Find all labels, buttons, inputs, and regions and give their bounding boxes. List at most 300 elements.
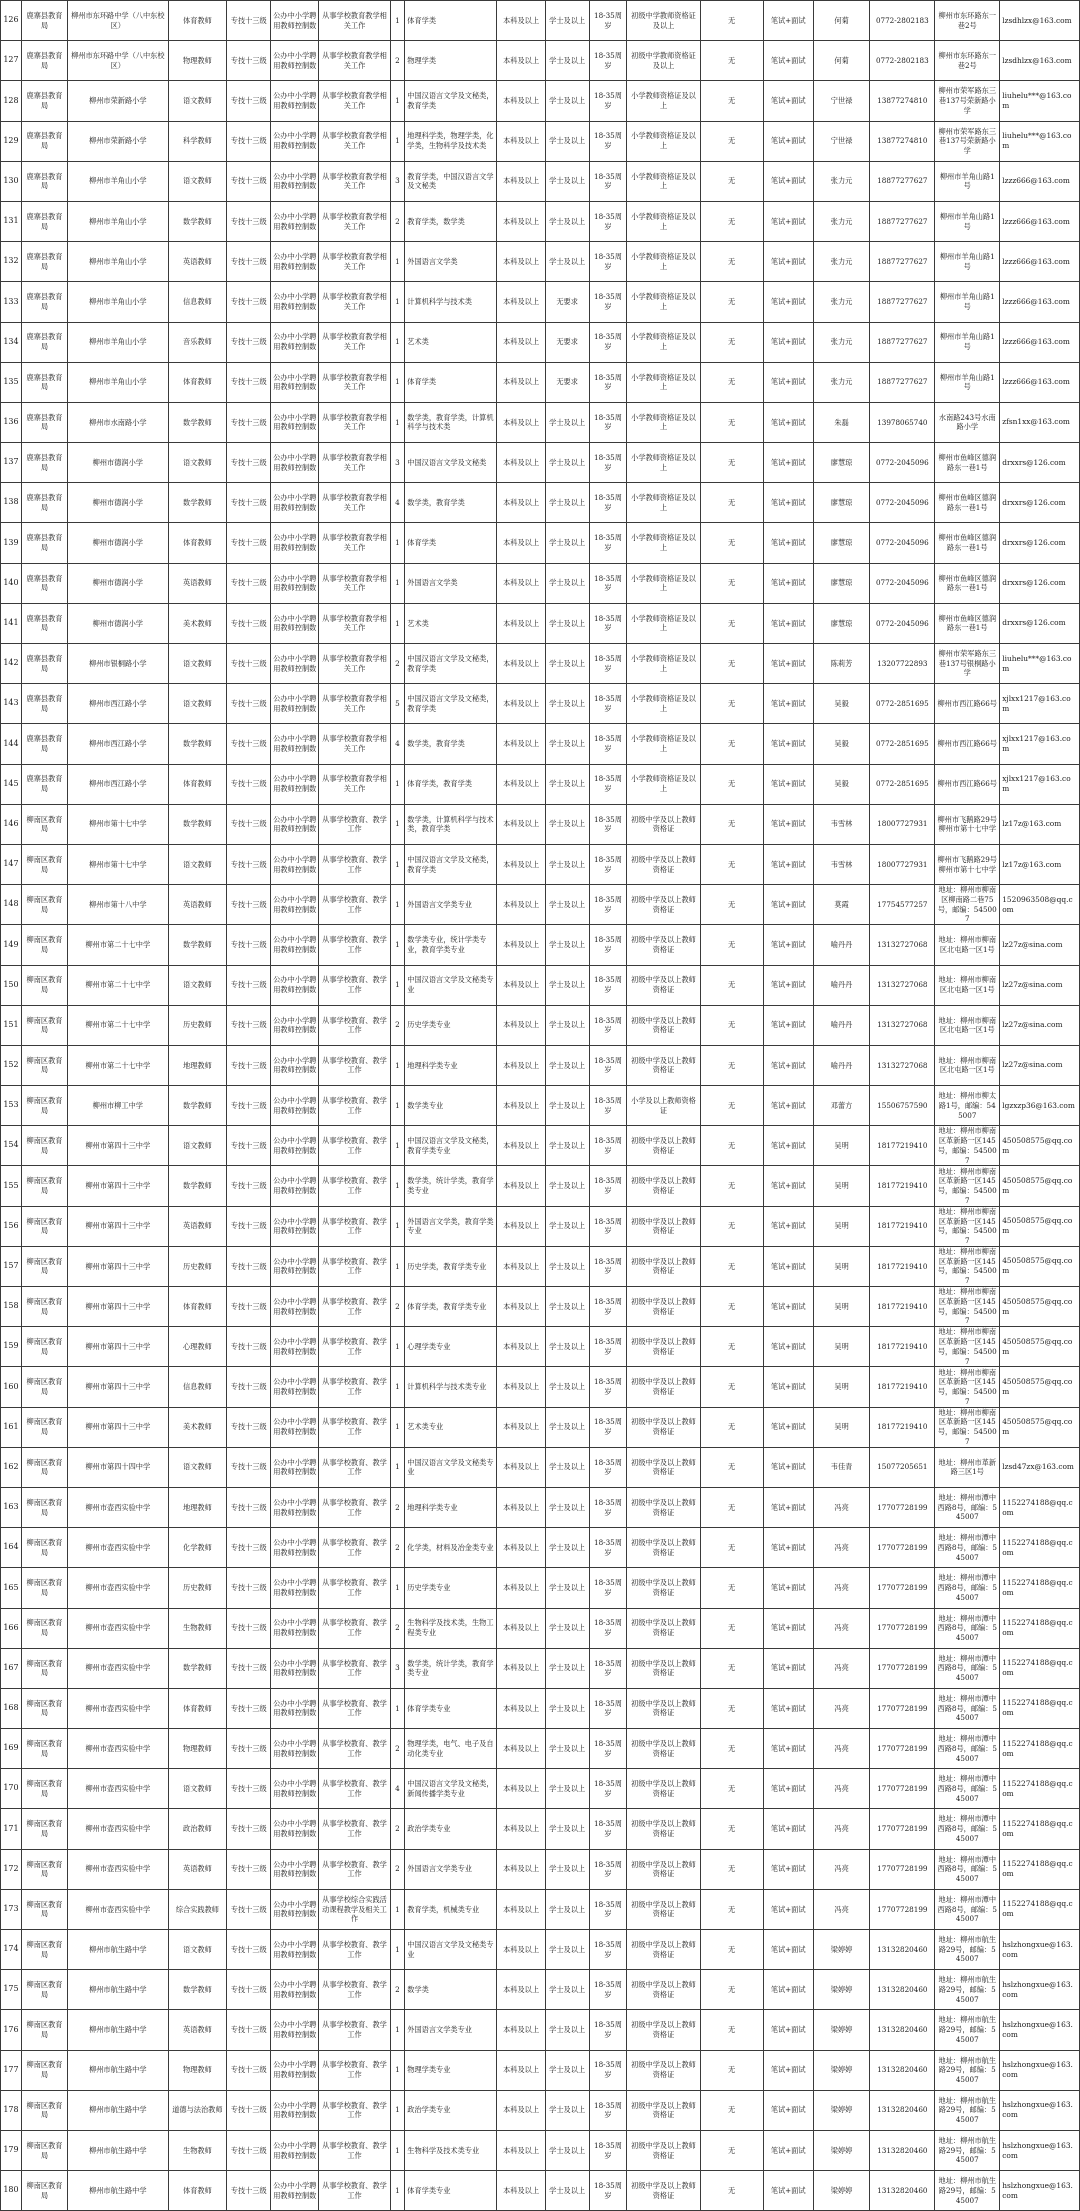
cell-row-number: 146: [1, 804, 22, 844]
cell-other-requirement: 无: [700, 563, 763, 603]
cell-hire-count: 1: [390, 282, 405, 322]
cell-major: 数学类，教育学类: [405, 724, 497, 764]
cell-job-duties: 从事学校教育、教学工作: [319, 2050, 390, 2090]
cell-education: 本科及以上: [497, 201, 545, 241]
cell-phone: 0772-2045096: [870, 443, 935, 483]
cell-row-number: 175: [1, 1970, 22, 2010]
cell-email[interactable]: zfsn1xx@163.com: [1000, 402, 1080, 442]
cell-row-number: 161: [1, 1407, 22, 1447]
cell-email[interactable]: lz17z@163.com: [1000, 844, 1080, 884]
cell-certificate: 初级中学及以上教师资格证: [627, 1327, 700, 1367]
cell-row-number: 172: [1, 1849, 22, 1889]
cell-other-requirement: 无: [700, 2130, 763, 2170]
cell-exam-method: 笔试+面试: [763, 1889, 813, 1929]
cell-quota-type: 公办中小学聘用教师控制数: [271, 2171, 319, 2211]
cell-other-requirement: 无: [700, 282, 763, 322]
cell-address: 地址：柳州市柳南区北屯路一区1号: [935, 965, 1000, 1005]
cell-quota-type: 公办中小学聘用教师控制数: [271, 242, 319, 282]
cell-row-number: 135: [1, 362, 22, 402]
cell-education: 本科及以上: [497, 443, 545, 483]
cell-department: 鹿寨县教育局: [21, 644, 67, 684]
cell-education: 本科及以上: [497, 362, 545, 402]
cell-hire-count: 1: [390, 563, 405, 603]
cell-hire-count: 4: [390, 724, 405, 764]
cell-certificate: 初级中学及以上教师资格证: [627, 925, 700, 965]
cell-email[interactable]: lz27z@sina.com: [1000, 1045, 1080, 1085]
cell-certificate: 初级中学及以上教师资格证: [627, 1568, 700, 1608]
cell-certificate: 小学教师资格证及以上: [627, 362, 700, 402]
cell-email[interactable]: 1152274188@qq.com: [1000, 1889, 1080, 1929]
cell-phone: 13207722893: [870, 644, 935, 684]
cell-email[interactable]: liuhelu***@163.com: [1000, 81, 1080, 121]
cell-email[interactable]: 1152274188@qq.com: [1000, 1487, 1080, 1527]
cell-email[interactable]: 450508575@qq.com: [1000, 1126, 1080, 1166]
table-row: [1, 2010, 1080, 2050]
cell-email[interactable]: lzsd47zx@163.com: [1000, 1447, 1080, 1487]
cell-certificate: 初级中学及以上教师资格证: [627, 1206, 700, 1246]
cell-job-duties: 从事学校教育、教学工作: [319, 885, 390, 925]
cell-email[interactable]: hslzhongxue@163.com: [1000, 2050, 1080, 2090]
cell-education: 本科及以上: [497, 844, 545, 884]
cell-job-duties: 从事学校教育、教学工作: [319, 1166, 390, 1206]
cell-email[interactable]: lzzz666@163.com: [1000, 201, 1080, 241]
cell-email[interactable]: lz27z@sina.com: [1000, 925, 1080, 965]
table-row: [1, 161, 1080, 201]
cell-position: 体育教师: [168, 1, 227, 41]
cell-email[interactable]: drxxrs@126.com: [1000, 443, 1080, 483]
cell-school-name: 柳州市第四十三中学: [68, 1407, 169, 1447]
cell-major: 数学类，教育学类: [405, 483, 497, 523]
cell-post-level: 专技十三级: [227, 684, 271, 724]
cell-post-level: 专技十三级: [227, 965, 271, 1005]
cell-post-level: 专技十三级: [227, 402, 271, 442]
cell-job-duties: 从事学校教育教学相关工作: [319, 764, 390, 804]
cell-contact-person: 吴毅: [813, 724, 870, 764]
cell-phone: 13132727068: [870, 925, 935, 965]
table-row: [1, 1086, 1080, 1126]
cell-email[interactable]: hslzhongxue@163.com: [1000, 2090, 1080, 2130]
cell-position: 信息教师: [168, 282, 227, 322]
cell-certificate: 初级中学及以上教师资格证: [627, 1126, 700, 1166]
cell-address: 地址：柳州市柳南区革新路一区145号，邮编：545007: [935, 1246, 1000, 1286]
cell-position: 生物教师: [168, 1608, 227, 1648]
cell-address: 地址：柳州市柳南区柳南路二巷75号，邮编：545007: [935, 885, 1000, 925]
cell-department: 柳南区教育局: [21, 1086, 67, 1126]
cell-education: 本科及以上: [497, 483, 545, 523]
cell-contact-person: 莫霞: [813, 885, 870, 925]
cell-position: 语文教师: [168, 81, 227, 121]
cell-contact-person: 冯亮: [813, 1487, 870, 1527]
cell-row-number: 179: [1, 2130, 22, 2170]
cell-certificate: 小学教师资格证及以上: [627, 242, 700, 282]
cell-degree: 学士及以上: [545, 1889, 589, 1929]
cell-address: 地址：柳州市潭中西路8号，邮编：545007: [935, 1608, 1000, 1648]
cell-email[interactable]: 1152274188@qq.com: [1000, 1568, 1080, 1608]
cell-education: 本科及以上: [497, 81, 545, 121]
cell-other-requirement: 无: [700, 2010, 763, 2050]
cell-email[interactable]: 1152274188@qq.com: [1000, 1729, 1080, 1769]
cell-other-requirement: 无: [700, 81, 763, 121]
cell-address: 柳州市羊角山路1号: [935, 282, 1000, 322]
cell-major: 中国汉语言文学及文秘类专业: [405, 1447, 497, 1487]
cell-degree: 学士及以上: [545, 965, 589, 1005]
cell-email[interactable]: 1520963508@qq.com: [1000, 885, 1080, 925]
cell-row-number: 163: [1, 1487, 22, 1527]
cell-education: 本科及以上: [497, 1487, 545, 1527]
cell-post-level: 专技十三级: [227, 1648, 271, 1688]
cell-row-number: 174: [1, 1930, 22, 1970]
cell-other-requirement: 无: [700, 523, 763, 563]
cell-degree: 学士及以上: [545, 1568, 589, 1608]
cell-email[interactable]: 1152274188@qq.com: [1000, 1849, 1080, 1889]
cell-email[interactable]: 450508575@qq.com: [1000, 1206, 1080, 1246]
cell-other-requirement: 无: [700, 242, 763, 282]
cell-certificate: 初级中学及以上教师资格证: [627, 1648, 700, 1688]
cell-certificate: 初级中学及以上教师资格证: [627, 1608, 700, 1648]
cell-quota-type: 公办中小学聘用教师控制数: [271, 201, 319, 241]
cell-email[interactable]: lzsdhlzx@163.com: [1000, 1, 1080, 41]
table-row: [1, 1447, 1080, 1487]
cell-row-number: 153: [1, 1086, 22, 1126]
cell-email[interactable]: 1152274188@qq.com: [1000, 1648, 1080, 1688]
cell-quota-type: 公办中小学聘用教师控制数: [271, 2010, 319, 2050]
cell-department: 鹿寨县教育局: [21, 724, 67, 764]
cell-phone: 13132727068: [870, 1005, 935, 1045]
cell-job-duties: 从事学校教育教学相关工作: [319, 242, 390, 282]
cell-age-range: 18-35周岁: [589, 804, 627, 844]
cell-address: 地址：柳州市航生路29号，邮编：545007: [935, 1930, 1000, 1970]
cell-email[interactable]: hslzhongxue@163.com: [1000, 2171, 1080, 2211]
cell-email[interactable]: 450508575@qq.com: [1000, 1166, 1080, 1206]
cell-contact-person: 吴毅: [813, 764, 870, 804]
cell-school-name: 柳州市羊角山小学: [68, 201, 169, 241]
cell-address: 地址：柳州市航生路29号，邮编：545007: [935, 2010, 1000, 2050]
cell-position: 英语教师: [168, 1849, 227, 1889]
cell-email[interactable]: lzzz666@163.com: [1000, 282, 1080, 322]
cell-certificate: 小学教师资格证及以上: [627, 603, 700, 643]
cell-position: 数学教师: [168, 724, 227, 764]
cell-row-number: 136: [1, 402, 22, 442]
cell-row-number: 139: [1, 523, 22, 563]
cell-post-level: 专技十三级: [227, 322, 271, 362]
cell-job-duties: 从事学校教育教学相关工作: [319, 322, 390, 362]
cell-department: 柳南区教育局: [21, 1849, 67, 1889]
cell-major: 数学类，统计学类，教育学类专业: [405, 1648, 497, 1688]
cell-other-requirement: 无: [700, 201, 763, 241]
cell-email[interactable]: 1152274188@qq.com: [1000, 1769, 1080, 1809]
cell-post-level: 专技十三级: [227, 1729, 271, 1769]
cell-row-number: 134: [1, 322, 22, 362]
cell-certificate: 初级中学及以上教师资格证: [627, 1528, 700, 1568]
cell-school-name: 柳州市壶西实验中学: [68, 1528, 169, 1568]
cell-hire-count: 2: [390, 1487, 405, 1527]
cell-department: 柳南区教育局: [21, 1608, 67, 1648]
cell-quota-type: 公办中小学聘用教师控制数: [271, 282, 319, 322]
cell-email[interactable]: 450508575@qq.com: [1000, 1246, 1080, 1286]
cell-position: 数学教师: [168, 1648, 227, 1688]
cell-post-level: 专技十三级: [227, 1447, 271, 1487]
cell-position: 体育教师: [168, 523, 227, 563]
cell-other-requirement: 无: [700, 1407, 763, 1447]
cell-major: 物理学类专业: [405, 2050, 497, 2090]
cell-email[interactable]: xjlxx1217@163.com: [1000, 764, 1080, 804]
cell-email[interactable]: 450508575@qq.com: [1000, 1407, 1080, 1447]
cell-address: 地址：柳州市潭中西路8号，邮编：545007: [935, 1849, 1000, 1889]
cell-email[interactable]: hslzhongxue@163.com: [1000, 2010, 1080, 2050]
cell-email[interactable]: liuhelu***@163.com: [1000, 121, 1080, 161]
cell-email[interactable]: lgzxzp36@163.com: [1000, 1086, 1080, 1126]
cell-position: 道德与法治教师: [168, 2090, 227, 2130]
cell-quota-type: 公办中小学聘用教师控制数: [271, 443, 319, 483]
cell-email[interactable]: 450508575@qq.com: [1000, 1327, 1080, 1367]
cell-email[interactable]: liuhelu***@163.com: [1000, 644, 1080, 684]
cell-hire-count: 1: [390, 1206, 405, 1246]
cell-department: 鹿寨县教育局: [21, 282, 67, 322]
cell-position: 语文教师: [168, 965, 227, 1005]
table-row: [1, 1045, 1080, 1085]
cell-email[interactable]: 1152274188@qq.com: [1000, 1528, 1080, 1568]
cell-certificate: 小学教师资格证及以上: [627, 764, 700, 804]
cell-certificate: 初级中学及以上教师资格证: [627, 1729, 700, 1769]
cell-major: 中国汉语言文学及文秘类专业: [405, 1930, 497, 1970]
cell-row-number: 176: [1, 2010, 22, 2050]
cell-major: 数学类，统计学类，教育学类专业: [405, 1166, 497, 1206]
cell-quota-type: 公办中小学聘用教师控制数: [271, 1327, 319, 1367]
cell-email[interactable]: lzsdhlzx@163.com: [1000, 41, 1080, 81]
cell-education: 本科及以上: [497, 242, 545, 282]
cell-age-range: 18-35周岁: [589, 724, 627, 764]
cell-age-range: 18-35周岁: [589, 2171, 627, 2211]
cell-address: 柳州市飞鹅路29号柳州市第十七中学: [935, 844, 1000, 884]
cell-exam-method: 笔试+面试: [763, 2130, 813, 2170]
cell-email[interactable]: lzzz666@163.com: [1000, 322, 1080, 362]
cell-contact-person: 张力元: [813, 322, 870, 362]
cell-major: 艺术类: [405, 322, 497, 362]
cell-email[interactable]: drxxrs@126.com: [1000, 603, 1080, 643]
cell-education: 本科及以上: [497, 804, 545, 844]
cell-education: 本科及以上: [497, 1126, 545, 1166]
cell-contact-person: 喻丹丹: [813, 1045, 870, 1085]
cell-department: 鹿寨县教育局: [21, 201, 67, 241]
cell-age-range: 18-35周岁: [589, 1648, 627, 1688]
cell-degree: 无要求: [545, 282, 589, 322]
cell-phone: 0772-2045096: [870, 563, 935, 603]
cell-contact-person: 宁世禄: [813, 81, 870, 121]
cell-education: 本科及以上: [497, 1045, 545, 1085]
table-row: [1, 603, 1080, 643]
cell-exam-method: 笔试+面试: [763, 1568, 813, 1608]
cell-email[interactable]: lzzz666@163.com: [1000, 362, 1080, 402]
cell-degree: 学士及以上: [545, 1367, 589, 1407]
cell-quota-type: 公办中小学聘用教师控制数: [271, 1608, 319, 1648]
cell-degree: 学士及以上: [545, 1045, 589, 1085]
cell-exam-method: 笔试+面试: [763, 443, 813, 483]
cell-department: 柳南区教育局: [21, 1206, 67, 1246]
cell-email[interactable]: 450508575@qq.com: [1000, 1367, 1080, 1407]
cell-quota-type: 公办中小学聘用教师控制数: [271, 1447, 319, 1487]
cell-email[interactable]: hslzhongxue@163.com: [1000, 1930, 1080, 1970]
cell-address: 地址：柳州市柳南区北屯路一区1号: [935, 925, 1000, 965]
cell-email[interactable]: drxxrs@126.com: [1000, 483, 1080, 523]
cell-phone: 0772-2045096: [870, 523, 935, 563]
cell-address: 柳州市鱼峰区德润路东一巷1号: [935, 563, 1000, 603]
cell-phone: 18177219410: [870, 1287, 935, 1327]
cell-email[interactable]: 1152274188@qq.com: [1000, 1688, 1080, 1728]
cell-phone: 17754577257: [870, 885, 935, 925]
table-row: [1, 1246, 1080, 1286]
table-row: [1, 965, 1080, 1005]
cell-education: 本科及以上: [497, 1, 545, 41]
cell-degree: 学士及以上: [545, 1327, 589, 1367]
cell-major: 物理学类: [405, 41, 497, 81]
cell-email[interactable]: 1152274188@qq.com: [1000, 1809, 1080, 1849]
cell-certificate: 初级中学及以上教师资格证: [627, 1769, 700, 1809]
table-row: [1, 1407, 1080, 1447]
cell-exam-method: 笔试+面试: [763, 1809, 813, 1849]
cell-school-name: 柳州市壶西实验中学: [68, 1809, 169, 1849]
cell-email[interactable]: xjlxx1217@163.com: [1000, 684, 1080, 724]
cell-education: 本科及以上: [497, 1970, 545, 2010]
cell-phone: 0772-2851695: [870, 764, 935, 804]
cell-department: 柳南区教育局: [21, 1045, 67, 1085]
cell-department: 鹿寨县教育局: [21, 684, 67, 724]
cell-department: 鹿寨县教育局: [21, 161, 67, 201]
cell-department: 柳南区教育局: [21, 925, 67, 965]
cell-department: 柳南区教育局: [21, 2171, 67, 2211]
cell-email[interactable]: 450508575@qq.com: [1000, 1287, 1080, 1327]
cell-department: 柳南区教育局: [21, 1769, 67, 1809]
cell-major: 体育学类专业: [405, 2171, 497, 2211]
cell-email[interactable]: 1152274188@qq.com: [1000, 1608, 1080, 1648]
cell-post-level: 专技十三级: [227, 1287, 271, 1327]
table-row: [1, 1005, 1080, 1045]
cell-exam-method: 笔试+面试: [763, 684, 813, 724]
cell-email[interactable]: lzzz666@163.com: [1000, 242, 1080, 282]
cell-school-name: 柳州市羊角山小学: [68, 242, 169, 282]
cell-post-level: 专技十三级: [227, 523, 271, 563]
cell-post-level: 专技十三级: [227, 121, 271, 161]
cell-education: 本科及以上: [497, 1206, 545, 1246]
cell-school-name: 柳州市航生路中学: [68, 2010, 169, 2050]
cell-age-range: 18-35周岁: [589, 2050, 627, 2090]
cell-post-level: 专技十三级: [227, 483, 271, 523]
cell-phone: 15506757590: [870, 1086, 935, 1126]
cell-education: 本科及以上: [497, 1769, 545, 1809]
cell-degree: 学士及以上: [545, 684, 589, 724]
cell-address: 地址：柳州市柳南区革新路一区145号，邮编：545007: [935, 1327, 1000, 1367]
cell-other-requirement: 无: [700, 1568, 763, 1608]
cell-post-level: 专技十三级: [227, 1166, 271, 1206]
table-row: [1, 1327, 1080, 1367]
cell-certificate: 初级中学及以上教师资格证: [627, 1005, 700, 1045]
cell-exam-method: 笔试+面试: [763, 2050, 813, 2090]
cell-quota-type: 公办中小学聘用教师控制数: [271, 2050, 319, 2090]
cell-email[interactable]: xjlxx1217@163.com: [1000, 724, 1080, 764]
cell-exam-method: 笔试+面试: [763, 1327, 813, 1367]
cell-degree: 学士及以上: [545, 523, 589, 563]
cell-row-number: 164: [1, 1528, 22, 1568]
cell-email[interactable]: drxxrs@126.com: [1000, 523, 1080, 563]
cell-address: 地址：柳州市柳太路1号，邮编：545007: [935, 1086, 1000, 1126]
cell-position: 美术教师: [168, 1407, 227, 1447]
table-row: [1, 1889, 1080, 1929]
cell-contact-person: 张力元: [813, 282, 870, 322]
cell-major: 数学类，计算机科学与技术类，教育学类: [405, 804, 497, 844]
cell-contact-person: 朱磊: [813, 402, 870, 442]
cell-job-duties: 从事学校教育教学相关工作: [319, 121, 390, 161]
cell-education: 本科及以上: [497, 1246, 545, 1286]
cell-other-requirement: 无: [700, 1005, 763, 1045]
cell-department: 柳南区教育局: [21, 1688, 67, 1728]
cell-email[interactable]: hslzhongxue@163.com: [1000, 2130, 1080, 2170]
cell-job-duties: 从事学校教育、教学工作: [319, 1809, 390, 1849]
cell-email[interactable]: lz27z@sina.com: [1000, 1005, 1080, 1045]
cell-phone: 0772-2045096: [870, 483, 935, 523]
cell-department: 柳南区教育局: [21, 2050, 67, 2090]
cell-major: 历史学类，教育学类专业: [405, 1246, 497, 1286]
cell-address: 水南路243号水南路小学: [935, 402, 1000, 442]
cell-job-duties: 从事学校教育教学相关工作: [319, 684, 390, 724]
cell-post-level: 专技十三级: [227, 1086, 271, 1126]
cell-department: 鹿寨县教育局: [21, 402, 67, 442]
cell-quota-type: 公办中小学聘用教师控制数: [271, 724, 319, 764]
cell-department: 柳南区教育局: [21, 1568, 67, 1608]
cell-row-number: 167: [1, 1648, 22, 1688]
cell-contact-person: 吴明: [813, 1287, 870, 1327]
cell-job-duties: 从事学校教育教学相关工作: [319, 402, 390, 442]
cell-email[interactable]: lzzz666@163.com: [1000, 161, 1080, 201]
cell-other-requirement: 无: [700, 1045, 763, 1085]
cell-age-range: 18-35周岁: [589, 1367, 627, 1407]
cell-row-number: 160: [1, 1367, 22, 1407]
cell-age-range: 18-35周岁: [589, 563, 627, 603]
cell-job-duties: 从事学校教育教学相关工作: [319, 443, 390, 483]
cell-degree: 学士及以上: [545, 844, 589, 884]
cell-phone: 18877277627: [870, 322, 935, 362]
cell-certificate: 初级中学及以上教师资格证: [627, 2090, 700, 2130]
cell-degree: 学士及以上: [545, 804, 589, 844]
cell-job-duties: 从事学校教育、教学工作: [319, 2130, 390, 2170]
cell-education: 本科及以上: [497, 563, 545, 603]
cell-address: 柳州市羊角山路1号: [935, 242, 1000, 282]
cell-certificate: 初级中学及以上教师资格证: [627, 965, 700, 1005]
table-row: [1, 1206, 1080, 1246]
cell-school-name: 柳州市第四十四中学: [68, 1447, 169, 1487]
table-row: [1, 1809, 1080, 1849]
cell-phone: 18877277627: [870, 362, 935, 402]
cell-post-level: 专技十三级: [227, 563, 271, 603]
cell-row-number: 133: [1, 282, 22, 322]
cell-major: 外国语言文学类: [405, 563, 497, 603]
cell-school-name: 柳州市第四十三中学: [68, 1367, 169, 1407]
cell-contact-person: 廖慧琼: [813, 483, 870, 523]
cell-post-level: 专技十三级: [227, 644, 271, 684]
cell-other-requirement: 无: [700, 362, 763, 402]
cell-other-requirement: 无: [700, 1126, 763, 1166]
cell-department: 鹿寨县教育局: [21, 1, 67, 41]
cell-email[interactable]: lz27z@sina.com: [1000, 965, 1080, 1005]
cell-exam-method: 笔试+面试: [763, 1849, 813, 1889]
cell-email[interactable]: hslzhongxue@163.com: [1000, 1970, 1080, 2010]
cell-hire-count: 1: [390, 2050, 405, 2090]
cell-quota-type: 公办中小学聘用教师控制数: [271, 1367, 319, 1407]
cell-education: 本科及以上: [497, 2090, 545, 2130]
table-row: [1, 1930, 1080, 1970]
cell-phone: 18177219410: [870, 1407, 935, 1447]
cell-email[interactable]: lz17z@163.com: [1000, 804, 1080, 844]
cell-email[interactable]: drxxrs@126.com: [1000, 563, 1080, 603]
cell-hire-count: 1: [390, 1126, 405, 1166]
